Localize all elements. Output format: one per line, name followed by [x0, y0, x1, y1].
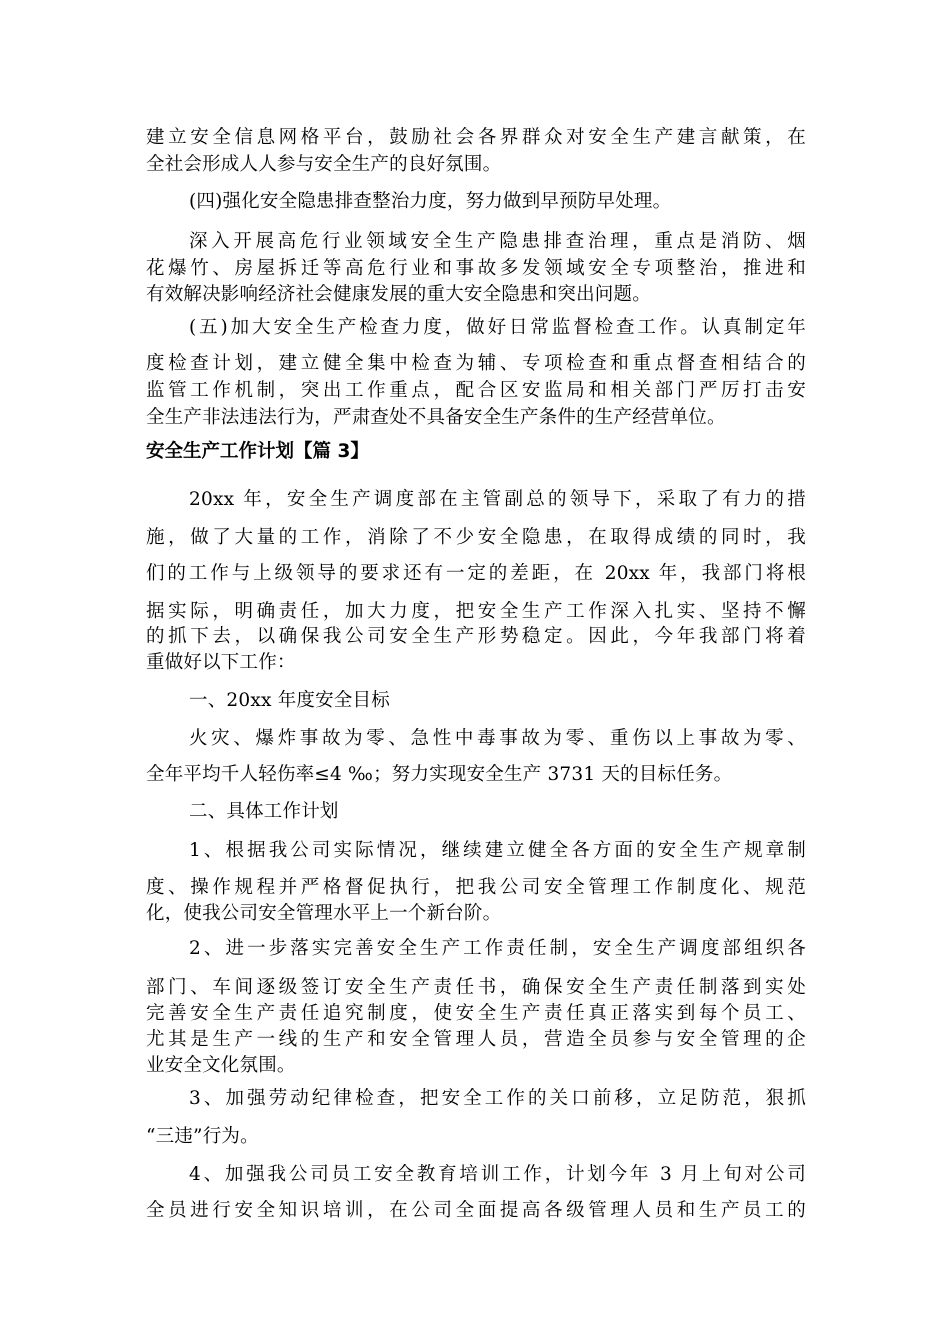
- paragraph-line: 的抓下去，以确保我公司安全生产形势稳定。因此，今年我部门将着: [146, 626, 806, 647]
- paragraph-line: 建立安全信息网格平台，鼓励社会各界群众对安全生产建言献策，在: [146, 127, 806, 148]
- paragraph-line: 3、加强劳动纪律检查，把安全工作的关口前移，立足防范，狠抓: [189, 1088, 806, 1109]
- paragraph-line: 重做好以下工作：: [146, 652, 296, 673]
- paragraph-line: 花爆竹、房屋拆迁等高危行业和事故多发领域安全专项整治，推进和: [146, 258, 806, 279]
- paragraph-line: 2、进一步落实完善安全生产工作责任制，安全生产调度部组织各: [189, 938, 806, 959]
- paragraph-line: 据实际，明确责任，加大力度，把安全生产工作深入扎实、坚持不懈: [146, 601, 806, 622]
- paragraph-line: 深入开展高危行业领域安全生产隐患排查治理，重点是消防、烟: [189, 231, 806, 252]
- section-subheading: 一、20xx 年度安全目标: [189, 690, 390, 711]
- paragraph-line: 1、根据我公司实际情况，继续建立健全各方面的安全生产规章制: [189, 840, 806, 861]
- paragraph-line: 全年平均千人轻伤率≤4 ‰；努力实现安全生产 3731 天的目标任务。: [146, 764, 733, 785]
- paragraph-line: 施，做了大量的工作，消除了不少安全隐患，在取得成绩的同时，我: [146, 527, 806, 548]
- paragraph-line: “三违”行为。: [146, 1126, 259, 1147]
- paragraph-line: 火灾、爆炸事故为零、急性中毒事故为零、重伤以上事故为零、: [189, 728, 806, 749]
- paragraph-line: 全生产非法违法行为，严肃查处不具备安全生产条件的生产经营单位。: [146, 407, 726, 428]
- paragraph-line: 全社会形成人人参与安全生产的良好氛围。: [146, 154, 502, 175]
- paragraph-line: 全员进行安全知识培训，在公司全面提高各级管理人员和生产员工的: [146, 1200, 806, 1221]
- section-subheading: (四)强化安全隐患排查整治力度，努力做到早预防早处理。: [189, 191, 672, 212]
- section-subheading: 二、具体工作计划: [189, 801, 339, 822]
- paragraph-line: 4、加强我公司员工安全教育培训工作，计划今年 3 月上旬对公司: [189, 1164, 806, 1185]
- paragraph-line: 业安全文化氛围。: [146, 1055, 296, 1076]
- paragraph-line: 们的工作与上级领导的要求还有一定的差距，在 20xx 年，我部门将根: [146, 563, 806, 584]
- paragraph-line: 化，使我公司安全管理水平上一个新台阶。: [146, 903, 502, 924]
- paragraph-line: 度、操作规程并严格督促执行，把我公司安全管理工作制度化、规范: [146, 877, 806, 898]
- paragraph-line: 有效解决影响经济社会健康发展的重大安全隐患和突出问题。: [146, 284, 651, 305]
- paragraph-line: 尤其是生产一线的生产和安全管理人员，营造全员参与安全管理的企: [146, 1029, 806, 1050]
- paragraph-line: (五)加大安全生产检查力度，做好日常监督检查工作。认真制定年: [189, 317, 806, 338]
- paragraph-line: 度检查计划，建立健全集中检查为辅、专项检查和重点督查相结合的: [146, 353, 806, 374]
- paragraph-line: 完善安全生产责任追究制度，使安全生产责任真正落实到每个员工、: [146, 1003, 806, 1024]
- paragraph-line: 20xx 年，安全生产调度部在主管副总的领导下，采取了有力的措: [189, 489, 806, 510]
- paragraph-line: 监管工作机制，突出工作重点，配合区安监局和相关部门严厉打击安: [146, 380, 806, 401]
- paragraph-line: 部门、车间逐级签订安全生产责任书，确保安全生产责任制落到实处: [146, 977, 806, 998]
- section-title: 安全生产工作计划【篇 3】: [146, 441, 369, 462]
